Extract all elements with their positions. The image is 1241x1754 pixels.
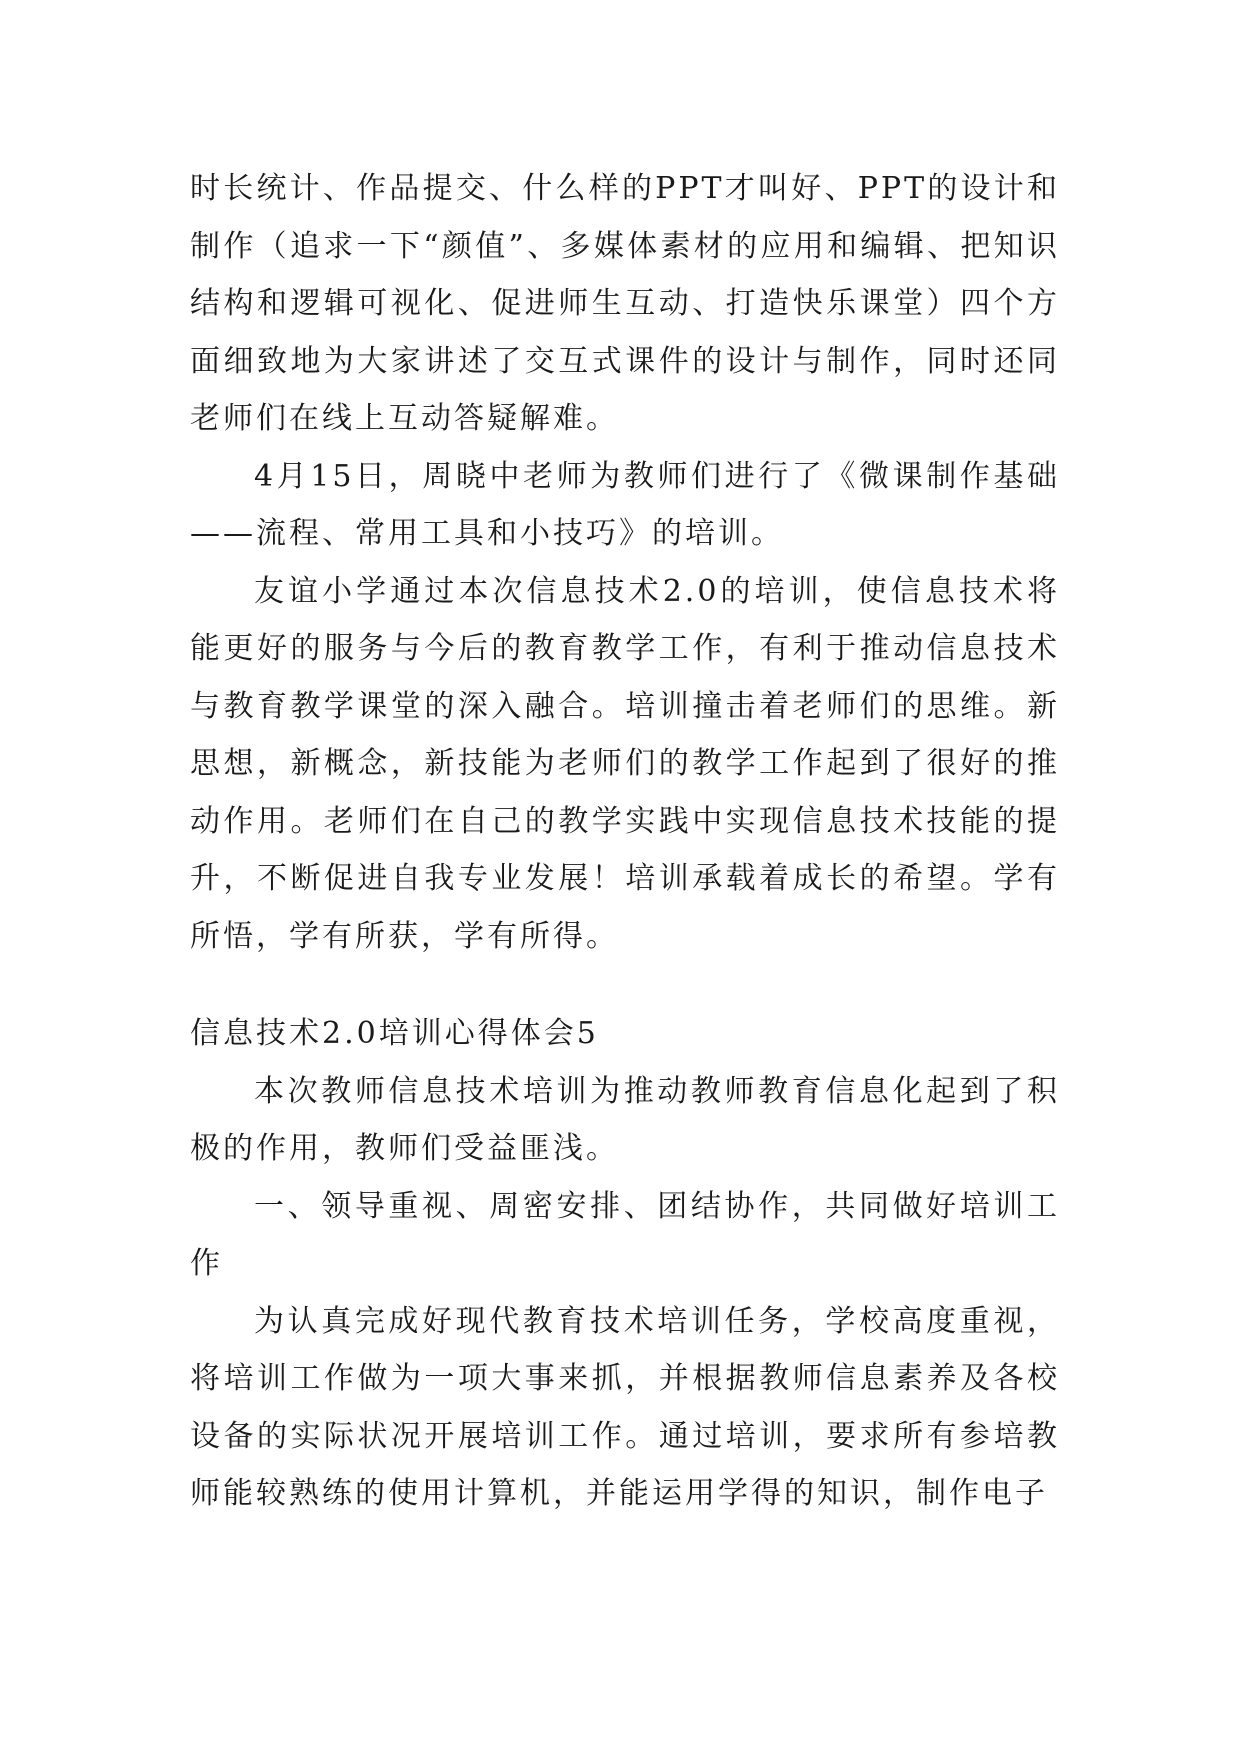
paragraph-courseware-topics: 时长统计、作品提交、什么样的PPT才叫好、PPT的设计和制作（追求一下“颜值”、多媒体素材的应用和编辑、把知识结构和逻辑可视化、促进师生互动、打造快乐课堂）四个方面细致地为大家讲述了交互式课件的设计与制作，同时还同老师们在线上互动答疑解难。 [190, 171, 1060, 436]
paragraph-training-tasks: 为认真完成好现代教育技术培训任务，学校高度重视，将培训工作做为一项大事来抓，并根据教师信息素养及各校设备的实际状况开展培训工作。通过培训，要求所有参培教师能较熟练的使用计算机，并能运用学得的知识，制作电子 [190, 1303, 1060, 1511]
paragraph-youyi-school-summary: 友谊小学通过本次信息技术2.0的培训，使信息技术将能更好的服务与今后的教育教学工作，有利于推动信息技术与教育教学课堂的深入融合。培训撞击着老师们的思维。新思想，新概念，新技能为老师们的教学工作起到了很好的推动作用。老师们在自己的教学实践中实现信息技术技能的提升，不断促进自我专业发展！培训承载着成长的希望。学有所悟，学有所获，学有所得。 [190, 573, 1060, 954]
document-body [190, 160, 1060, 1523]
paragraph-training-effect: 本次教师信息技术培训为推动教师教育信息化起到了积极的作用，教师们受益匪浅。 [190, 1073, 1060, 1166]
paragraph-microcourse-training: 4月15日，周晓中老师为教师们进行了《微课制作基础——流程、常用工具和小技巧》的培训。 [190, 458, 1060, 551]
paragraph-subheading-leadership: 一、领导重视、周密安排、团结协作，共同做好培训工作 [190, 1188, 1060, 1281]
section-heading: 信息技术2.0培训心得体会5 [190, 1016, 599, 1051]
